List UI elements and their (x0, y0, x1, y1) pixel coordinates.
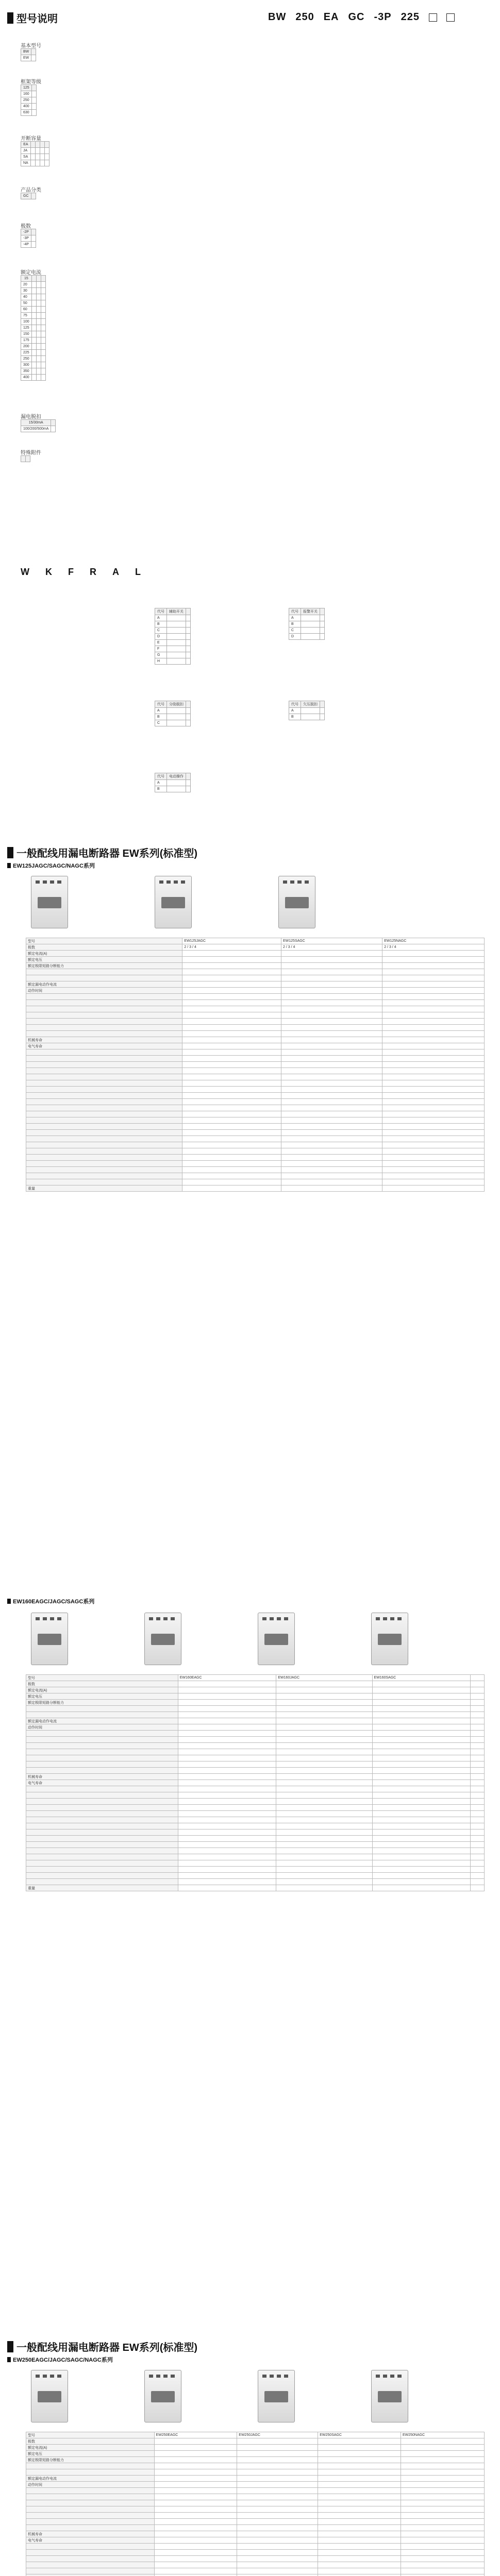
frame-table: 125 160 250 400 630 (21, 84, 37, 116)
accessory-table-1: 代号 辅助开关 A B C D E F G H (155, 608, 191, 665)
title-marker-icon (7, 847, 13, 858)
rated-current-table: 15 20 30 40 50 60 75 100 125 150 175 200 225 250 300 350 400 (21, 275, 46, 381)
accessory-code: W K F R A L (21, 567, 141, 577)
label-poles: 极数 (21, 224, 31, 229)
section-title-2: 一般配线用漏电断路器 EW系列(标准型) (7, 2339, 197, 2354)
product-image (155, 876, 192, 928)
special-table (21, 455, 30, 462)
product-image (144, 2370, 181, 2422)
product-image (278, 876, 315, 928)
label-special: 特殊附件 (21, 450, 41, 456)
option-box-icon (429, 13, 437, 22)
product-type-table: GC (21, 193, 36, 199)
label-product-type: 产品分类 (21, 188, 41, 193)
label-rated-current: 额定电流 (21, 270, 41, 276)
poles-table: -2P -3P -4P (21, 229, 36, 248)
label-base-model: 基本型号 (21, 43, 41, 49)
accessory-table-5: 代号 电动操作 A B (155, 773, 191, 792)
product-image (371, 2370, 408, 2422)
accessory-table-2: 代号 报警开关 A B C D (289, 608, 325, 640)
product-image (371, 1613, 408, 1665)
spec-table-2: 型号 EW160EAGC EW160JAGC EW160SAGC 极数 额定电流(A) 额定电压 额定极限短路分断能力 额定漏电动作电流 动作时间 机械寿命 电气寿命 重量 (26, 1674, 485, 1891)
model-code-title: 型号说明 (7, 10, 58, 25)
accessory-table-3: 代号 分励脱扣 A B C (155, 701, 191, 726)
product-image (31, 1613, 68, 1665)
trip-table: 15/30mA 100/200/500mA (21, 419, 56, 432)
sub-title-1: EW125JAGC/SAGC/NAGC系列 (7, 861, 95, 870)
subtitle-marker-icon (7, 2357, 11, 2362)
spec-table-3: 型号 EW250EAGC EW250JAGC EW250SAGC EW250NAGC 极数 额定电流(A) 额定电压 额定极限短路分断能力 额定漏电动作电流 动作时间 机械寿命 电气寿命 (26, 2432, 485, 2576)
product-image (31, 2370, 68, 2422)
title-marker-icon (7, 2341, 13, 2352)
sub-title-2: EW160EAGC/JAGC/SAGC系列 (7, 1597, 94, 1605)
option-box-icon (446, 13, 455, 22)
section-title-1: 一般配线用漏电断路器 EW系列(标准型) (7, 845, 197, 860)
product-image (258, 2370, 295, 2422)
title-marker-icon (7, 12, 13, 24)
breaking-table: EA JA SA NA (21, 141, 49, 166)
product-image (144, 1613, 181, 1665)
label-frame: 框架等级 (21, 79, 41, 85)
product-image (31, 876, 68, 928)
subtitle-marker-icon (7, 863, 11, 868)
sub-title-3: EW250EAGC/JAGC/SAGC/NAGC系列 (7, 2355, 113, 2364)
label-breaking: 开断容量 (21, 136, 41, 142)
model-code-sample: BW 250 EA GC -3P 225 (268, 11, 455, 23)
base-model-table: BW EW (21, 48, 36, 61)
spec-table-1: 型号 EW125JAGC EW125SAGC EW125NAGC 极数 2 / 3 / 4 2 / 3 / 4 2 / 3 / 4 额定电流(A) 额定电压 额定极限短路分断能力 额定漏电动作电流 动作时间 机械寿命 电气寿命 重量 (26, 938, 485, 1192)
product-image (258, 1613, 295, 1665)
subtitle-marker-icon (7, 1599, 11, 1604)
accessory-table-4: 代号 欠压脱扣 A B (289, 701, 325, 720)
label-trip: 漏电脱扣 (21, 414, 41, 420)
